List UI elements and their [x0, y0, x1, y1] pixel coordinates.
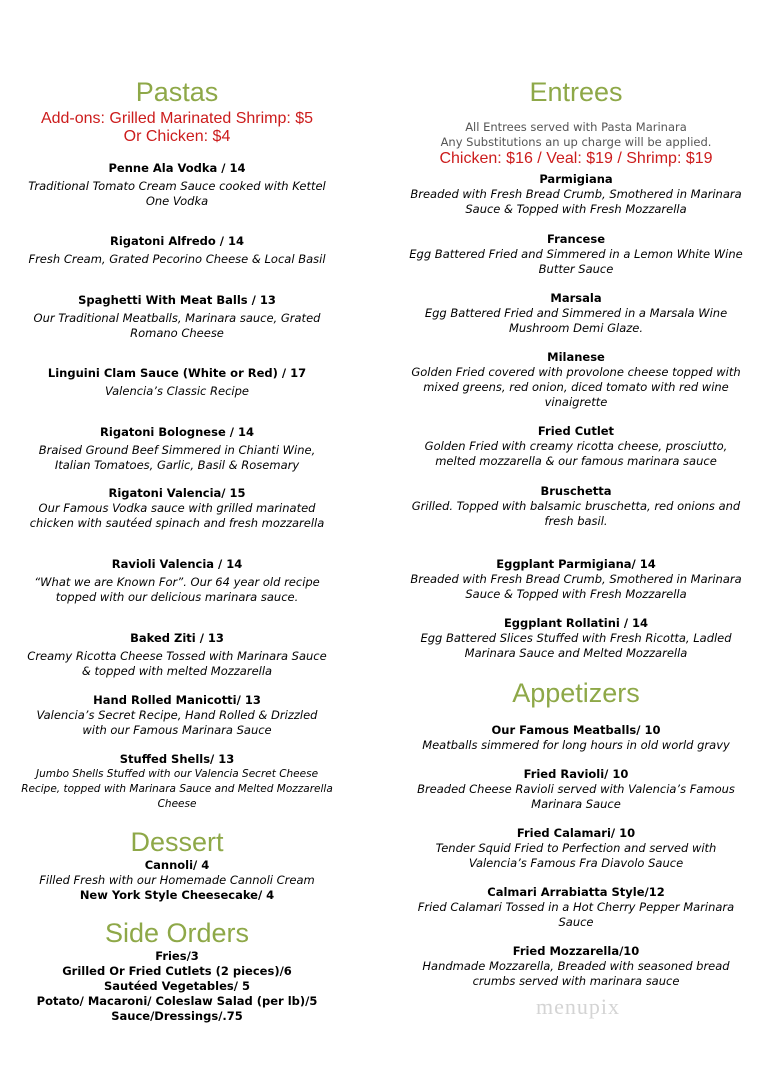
side-orders-list [0, 949, 354, 1024]
item-name: Eggplant Parmigiana/ 14 [496, 557, 656, 571]
item-name: Francese [547, 232, 605, 246]
menu-item-ravioli-valencia [0, 557, 354, 605]
item-desc: Breaded Cheese Ravioli served with Valencia’s Famous [417, 782, 735, 796]
side-item: Grilled Or Fried Cutlets (2 pieces)/6 [62, 964, 292, 978]
item-desc: Cheese [157, 798, 197, 810]
side-item: Potato/ Macaroni/ Coleslaw Salad (per lb)/5 [36, 994, 318, 1008]
item-desc: Grilled. Topped with balsamic bruschetta, red onions and [411, 499, 741, 513]
item-desc: mixed greens, red onion, diced tomato with red wine [423, 380, 729, 394]
menu-item-eggplant-rollatini [392, 616, 760, 661]
side-orders-heading: Side Orders [104, 918, 250, 948]
menu-item-rigatoni-alfredo [0, 234, 354, 267]
item-name: Penne Ala Vodka / 14 [108, 161, 246, 175]
item-desc: Our Traditional Meatballs, Marinara sauce, Grated [33, 311, 321, 325]
item-name: Rigatoni Alfredo / 14 [110, 234, 244, 248]
item-name: Fried Calamari/ 10 [516, 826, 636, 840]
dessert-heading: Dessert [130, 827, 224, 857]
menu-item-stuffed-shells [0, 752, 354, 812]
item-name: Marsala [550, 291, 602, 305]
item-name: Fried Mozzarella/10 [512, 944, 640, 958]
item-name: Bruschetta [540, 484, 612, 498]
menu-item-rigatoni-valencia [0, 486, 354, 531]
item-name: Eggplant Rollatini / 14 [503, 616, 649, 630]
menu-item-fried-mozzarella [392, 944, 760, 989]
item-desc: Handmade Mozzarella, Breaded with seasoned bread [422, 959, 730, 973]
item-name: New York Style Cheesecake/ 4 [79, 888, 275, 902]
item-name: Cannoli/ 4 [144, 858, 210, 872]
item-desc: Egg Battered Fried and Simmered in a Marsala Wine [424, 306, 728, 320]
menu-item-linguini-clam-sauce [0, 366, 354, 399]
item-desc: Golden Fried with creamy ricotta cheese, prosciutto, [424, 439, 728, 453]
item-name: Spaghetti With Meat Balls / 13 [78, 293, 276, 307]
menu-item-bruschetta [392, 484, 760, 529]
menu-item-milanese [392, 350, 760, 410]
item-desc: Jumbo Shells Stuffed with our Valencia Secret Cheese [35, 768, 319, 780]
menu-item-francese [392, 232, 760, 277]
item-desc: melted mozzarella & our famous marinara sauce [435, 454, 717, 468]
item-desc: One Vodka [145, 194, 209, 208]
item-name: Rigatoni Valencia/ 15 [108, 486, 246, 500]
item-desc: Golden Fried covered with provolone cheese topped with [411, 365, 741, 379]
side-item: Sautéed Vegetables/ 5 [104, 979, 250, 993]
item-desc: chicken with sautéed spinach and fresh mozzarella [29, 516, 325, 530]
pastas-addons [0, 110, 354, 146]
item-desc: Sauce & Topped with Fresh Mozzarella [465, 202, 687, 216]
menu-item-baked-ziti [0, 631, 354, 679]
addon-line: Or Chicken: $4 [123, 128, 231, 145]
pastas-heading: Pastas [135, 77, 219, 107]
item-desc: Filled Fresh with our Homemade Cannoli Cream [39, 873, 315, 887]
item-desc: Traditional Tomato Cream Sauce cooked with Kettel [28, 179, 326, 193]
item-desc: crumbs served with marinara sauce [472, 974, 680, 988]
item-desc: Meatballs simmered for long hours in old world gravy [422, 738, 730, 752]
entrees-notes [392, 120, 760, 168]
addon-line: Add-ons: Grilled Marinated Shrimp: $5 [40, 110, 314, 127]
item-desc: Sauce [558, 915, 594, 929]
item-desc: Italian Tomatoes, Garlic, Basil & Rosemary [54, 458, 300, 472]
item-desc: Braised Ground Beef Simmered in Chianti Wine, [38, 443, 316, 457]
item-desc: Fresh Cream, Grated Pecorino Cheese & Local Basil [28, 252, 326, 266]
entrees-heading: Entrees [529, 77, 623, 107]
item-desc: & topped with melted Mozzarella [81, 664, 273, 678]
menu-item-our-famous-meatballs [392, 723, 760, 753]
item-desc: Breaded with Fresh Bread Crumb, Smothered in Marinara [410, 572, 742, 586]
item-name: Stuffed Shells/ 13 [119, 752, 235, 766]
item-name: Milanese [547, 350, 605, 364]
side-item: Fries/3 [155, 949, 199, 963]
appetizers-heading: Appetizers [512, 678, 640, 708]
menu-item-eggplant-parmigiana [392, 557, 760, 602]
item-desc: Fried Calamari Tossed in a Hot Cherry Pepper Marinara [417, 900, 735, 914]
item-desc: Valencia’s Secret Recipe, Hand Rolled & Drizzled [36, 708, 318, 722]
item-name: Ravioli Valencia / 14 [111, 557, 243, 571]
menu-item-hand-rolled-manicotti [0, 693, 354, 738]
entrees-prices: Chicken: $16 / Veal: $19 / Shrimp: $19 [439, 150, 713, 167]
item-name: Calmari Arrabiatta Style/12 [487, 885, 665, 899]
item-name: Fried Cutlet [537, 424, 615, 438]
item-desc: “What we are Known For”. Our 64 year old recipe [34, 575, 320, 589]
entrees-note: Any Substitutions an up charge will be applied. [440, 135, 712, 149]
menu-item-spaghetti-meat-balls [0, 293, 354, 341]
side-item: Sauce/Dressings/.75 [111, 1009, 243, 1023]
item-name: Baked Ziti / 13 [130, 631, 224, 645]
item-name: Rigatoni Bolognese / 14 [100, 425, 254, 439]
item-desc: Butter Sauce [538, 262, 614, 276]
item-desc: topped with our delicious marinara sauce. [55, 590, 299, 604]
item-desc: Sauce & Topped with Fresh Mozzarella [465, 587, 687, 601]
item-desc: Valencia’s Famous Fra Diavolo Sauce [468, 856, 684, 870]
item-desc: vinaigrette [544, 395, 608, 409]
menu-item-fried-cutlet [392, 424, 760, 469]
item-desc: Marinara Sauce and Melted Mozzarella [464, 646, 688, 660]
item-desc: with our Famous Marinara Sauce [82, 723, 272, 737]
menu-item-marsala [392, 291, 760, 336]
item-name: Linguini Clam Sauce (White or Red) / 17 [47, 366, 307, 380]
item-desc: Valencia’s Classic Recipe [105, 384, 249, 398]
item-desc: Marinara Sauce [531, 797, 621, 811]
item-desc: Creamy Ricotta Cheese Tossed with Marinara Sauce [27, 649, 327, 663]
dessert-items [0, 858, 354, 903]
item-desc: Breaded with Fresh Bread Crumb, Smothered in Marinara [410, 187, 742, 201]
entrees-note: All Entrees served with Pasta Marinara [465, 120, 687, 134]
item-name: Parmigiana [539, 172, 613, 186]
menupix-watermark: menupix [536, 994, 620, 1019]
item-desc: fresh basil. [544, 514, 608, 528]
item-name: Hand Rolled Manicotti/ 13 [93, 693, 261, 707]
item-desc: Mushroom Demi Glaze. [508, 321, 644, 335]
menu-item-fried-ravioli [392, 767, 760, 812]
item-desc: Egg Battered Fried and Simmered in a Lemon White Wine [409, 247, 743, 261]
item-desc: Egg Battered Slices Stuffed with Fresh Ricotta, Ladled [420, 631, 732, 645]
menu-item-penne-ala-vodka [0, 161, 354, 209]
menu-item-fried-calamari [392, 826, 760, 871]
menu-item-calmari-arrabiatta [392, 885, 760, 930]
item-desc: Our Famous Vodka sauce with grilled marinated [38, 501, 316, 515]
item-desc: Romano Cheese [130, 326, 224, 340]
item-desc: Tender Squid Fried to Perfection and served with [435, 841, 717, 855]
menu-item-rigatoni-bolognese [0, 425, 354, 473]
menu-item-parmigiana [392, 172, 760, 217]
item-name: Fried Ravioli/ 10 [523, 767, 629, 781]
item-name: Our Famous Meatballs/ 10 [491, 723, 661, 737]
item-desc: Recipe, topped with Marinara Sauce and Melted Mozzarella [21, 783, 333, 795]
